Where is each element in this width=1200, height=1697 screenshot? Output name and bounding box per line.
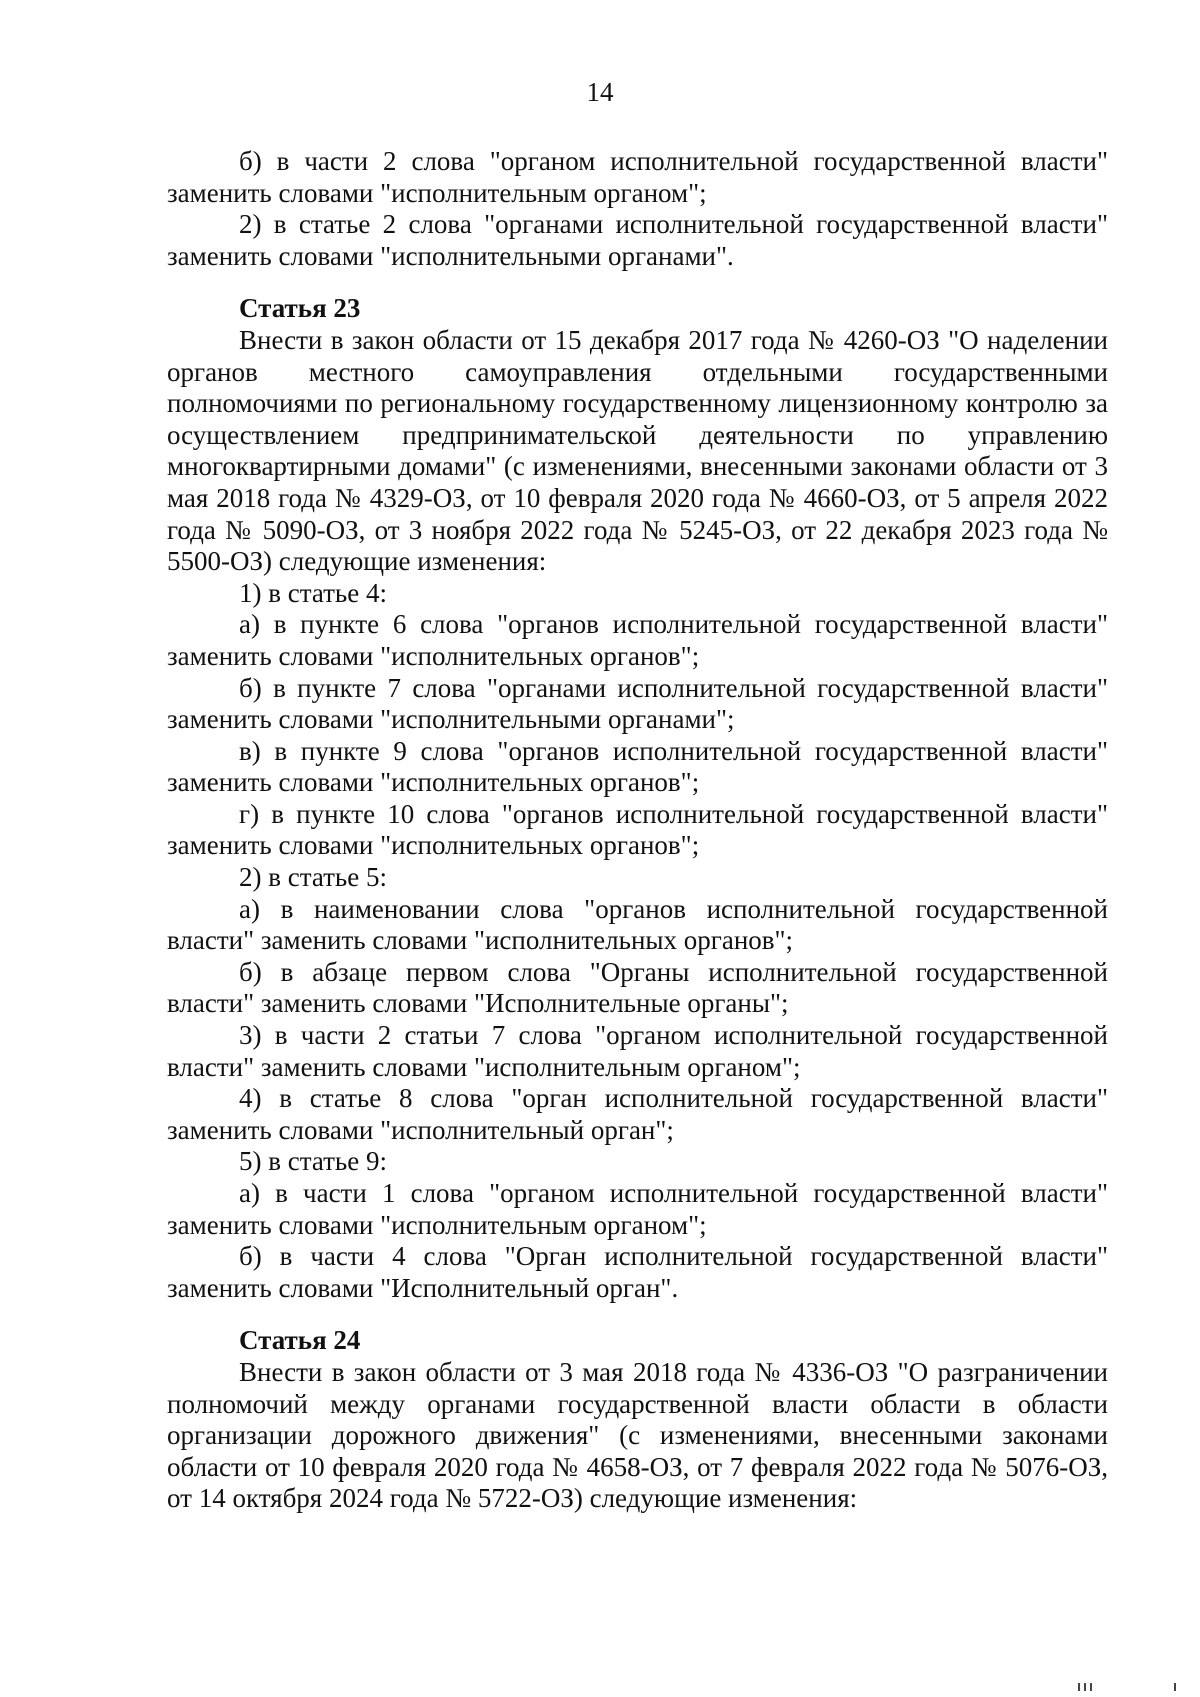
paragraph-top-1: б) в части 2 слова "органом исполнительной государственной власти" заменить словами "исполнительным органом"; <box>167 146 1108 208</box>
article-23-item: 3) в части 2 статьи 7 слова "органом исполнительной государственной власти" заменить словами "исполнительным органом"; <box>167 1020 1108 1082</box>
article-24-heading: Статья 24 <box>239 1325 361 1356</box>
article-23-heading: Статья 23 <box>239 293 361 324</box>
paragraph-top-2: 2) в статье 2 слова "органами исполнительной государственной власти" заменить словами "исполнительными органами". <box>167 209 1108 271</box>
article-23-item: б) в пункте 7 слова "органами исполнительной государственной власти" заменить словами "исполнительными органами"; <box>167 672 1108 735</box>
article-23-item: а) в части 1 слова "органом исполнительной государственной власти" заменить словами "исполнительным органом"; <box>167 1178 1108 1240</box>
page-number: 14 <box>586 77 614 107</box>
scan-mark <box>1078 1683 1080 1691</box>
article-24-intro: Внести в закон области от 3 мая 2018 года № 4336-ОЗ "О разграничении полномочий между органами государственной власти области в области организации дорожного движения" (с изменениями, внесенными законами области от 10 февраля 2020 года № 4658-ОЗ, от 7 февраля 2022 года № 5076-ОЗ, от 14 октября 2024 года № 5722-ОЗ) следующие изменения: <box>167 1356 1108 1514</box>
article-23-intro: Внести в закон области от 15 декабря 2017 года № 4260-ОЗ "О наделении органов местного самоуправления отдельными государственными полномочиями по региональному государственному лицензионному контролю за осуществлением предпринимательской деятельности по управлению многоквартирными домами" (с изменениями, внесенными законами области от 3 мая 2018 года № 4329-ОЗ, от 10 февраля 2020 года № 4660-ОЗ, от 5 апреля 2022 года № 5090-ОЗ, от 3 ноября 2022 года № 5245-ОЗ, от 22 декабря 2023 года № 5500-ОЗ) следующие изменения: <box>167 324 1108 577</box>
article-23-item: 2) в статье 5: <box>239 862 387 893</box>
scan-mark <box>1090 1683 1092 1691</box>
article-23-item: 1) в статье 4: <box>239 577 387 608</box>
scan-mark <box>1174 1683 1176 1691</box>
article-23-item: 4) в статье 8 слова "орган исполнительной государственной власти" заменить словами "исполнительный орган"; <box>167 1083 1108 1145</box>
article-23-item: а) в пункте 6 слова "органов исполнительной государственной власти" заменить словами "исполнительных органов"; <box>167 609 1108 671</box>
article-23-item: б) в части 4 слова "Орган исполнительной государственной власти" заменить словами "Исполнительный орган". <box>167 1241 1108 1303</box>
document-body <box>167 146 1108 1515</box>
article-23-item: б) в абзаце первом слова "Органы исполнительной государственной власти" заменить словами "Исполнительные органы"; <box>167 956 1108 1019</box>
article-23-item: 5) в статье 9: <box>239 1146 387 1177</box>
article-23-item: г) в пункте 10 слова "органов исполнительной государственной власти" заменить словами "исполнительных органов"; <box>167 798 1108 861</box>
article-23-item: а) в наименовании слова "органов исполнительной государственной власти" заменить словами "исполнительных органов"; <box>167 893 1108 956</box>
scan-mark <box>1084 1683 1086 1691</box>
article-23-item: в) в пункте 9 слова "органов исполнительной государственной власти" заменить словами "исполнительных органов"; <box>167 735 1108 798</box>
